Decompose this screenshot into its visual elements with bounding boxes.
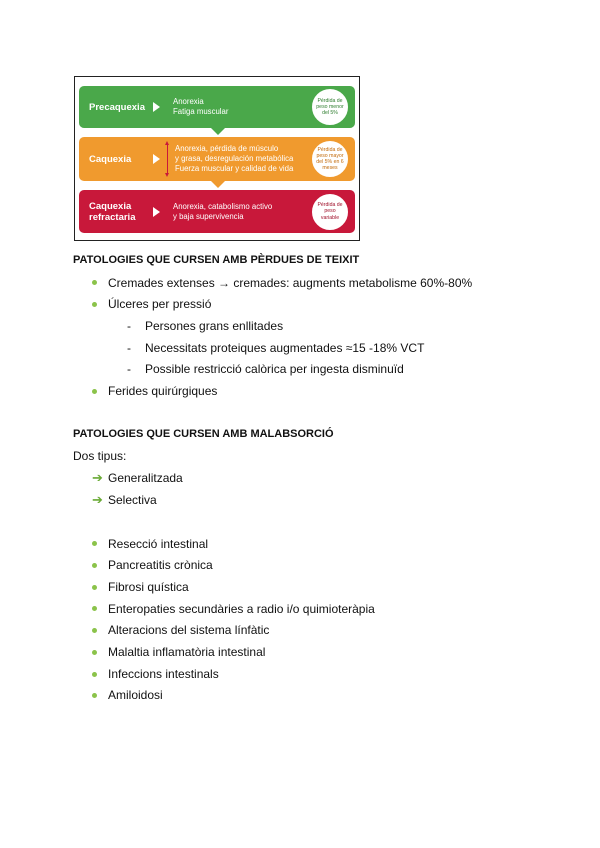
sub-list-item: Persones grans enllitades bbox=[145, 319, 284, 333]
right-arrow-icon: ➔ bbox=[92, 470, 103, 485]
dash-icon: - bbox=[127, 319, 131, 333]
cachexia-stages-figure bbox=[74, 76, 360, 241]
bullet-icon bbox=[92, 606, 97, 611]
stage-label-line: Caquexia bbox=[89, 200, 132, 212]
list-item: Úlceres per pressió bbox=[108, 297, 212, 311]
stage-desc-line: Anorexia, catabolismo activo bbox=[173, 201, 273, 211]
stage-desc-line: y baja supervivencia bbox=[173, 211, 244, 221]
bullet-icon bbox=[92, 585, 97, 590]
weight-loss-badge: Pérdida de peso menor del 5% bbox=[311, 88, 349, 126]
up-down-arrow-icon bbox=[165, 141, 171, 177]
weight-loss-badge: Pérdida de peso mayor del 5% en 6 meses bbox=[311, 140, 349, 178]
bullet-icon bbox=[92, 541, 97, 546]
play-arrow-icon bbox=[153, 154, 160, 164]
list-item: Resecció intestinal bbox=[108, 537, 209, 551]
bullet-icon bbox=[92, 628, 97, 633]
dash-icon: - bbox=[127, 341, 131, 355]
bullet-icon bbox=[92, 302, 97, 307]
type-item: Selectiva bbox=[108, 493, 157, 507]
list-item: Ferides quirúrgiques bbox=[108, 384, 218, 398]
stage-band-precachexia bbox=[79, 86, 355, 128]
list-item: Fibrosi quística bbox=[108, 580, 189, 594]
stage-description bbox=[175, 137, 307, 181]
stage-desc-line: Fatiga muscular bbox=[173, 107, 229, 116]
bullet-icon bbox=[92, 672, 97, 677]
stage-desc-line: y grasa, desregulación metabólica bbox=[175, 154, 294, 163]
stage-description bbox=[173, 190, 305, 233]
down-notch-icon bbox=[211, 128, 225, 135]
stage-label: Caquexia bbox=[89, 153, 132, 165]
weight-loss-badge: Pérdida de peso variable bbox=[311, 193, 349, 231]
stage-description bbox=[173, 86, 305, 128]
stage-band-cachexia bbox=[79, 137, 355, 181]
stage-label: Precaquexia bbox=[89, 101, 145, 113]
dash-icon: - bbox=[127, 362, 131, 376]
intro-text: Dos tipus: bbox=[73, 449, 127, 463]
sub-list-item: Necessitats proteiques augmentades ≈15 -18% VCT bbox=[145, 341, 425, 355]
list-item: Cremades extenses → cremades: augments metabolisme 60%-80% bbox=[108, 276, 473, 290]
play-arrow-icon bbox=[153, 102, 160, 112]
down-notch-icon bbox=[211, 181, 225, 188]
bullet-icon bbox=[92, 693, 97, 698]
stage-desc-line: Fuerza muscular y calidad de vida bbox=[175, 164, 294, 173]
list-item: Infeccions intestinals bbox=[108, 667, 219, 681]
stage-desc-line: Anorexia, pérdida de músculo bbox=[175, 144, 279, 153]
bullet-icon bbox=[92, 389, 97, 394]
type-item: Generalitzada bbox=[108, 471, 183, 485]
list-item: Malaltia inflamatòria intestinal bbox=[108, 645, 266, 659]
list-item: Enteropaties secundàries a radio i/o quimioteràpia bbox=[108, 602, 375, 616]
list-item: Pancreatitis crònica bbox=[108, 558, 213, 572]
section-heading: PATOLOGIES QUE CURSEN AMB PÈRDUES DE TEIXIT bbox=[73, 254, 360, 266]
stage-label bbox=[89, 190, 135, 233]
stage-desc-line: Anorexia bbox=[173, 97, 204, 106]
bullet-icon bbox=[92, 563, 97, 568]
bullet-icon bbox=[92, 280, 97, 285]
list-item: Alteracions del sistema línfàtic bbox=[108, 623, 270, 637]
bullet-icon bbox=[92, 650, 97, 655]
section-heading: PATOLOGIES QUE CURSEN AMB MALABSORCIÓ bbox=[73, 428, 334, 440]
list-item: Amiloidosi bbox=[108, 688, 163, 702]
sub-list-item: Possible restricció calòrica per ingesta disminuïd bbox=[145, 362, 404, 376]
stage-label-line: refractaria bbox=[89, 211, 136, 223]
play-arrow-icon bbox=[153, 207, 160, 217]
stage-band-refractory bbox=[79, 190, 355, 233]
right-arrow-icon: ➔ bbox=[92, 492, 103, 507]
